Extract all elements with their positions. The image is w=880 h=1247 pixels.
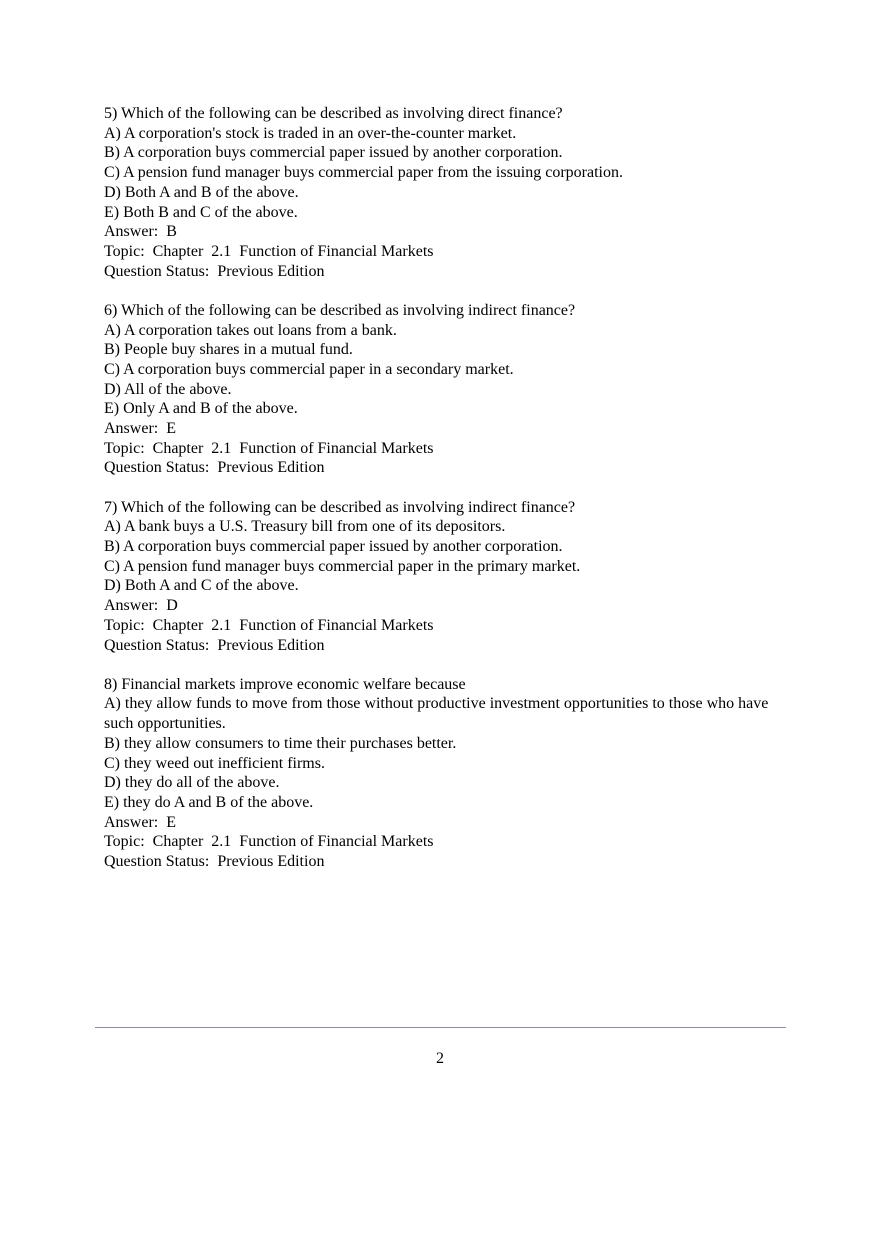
- question-7: [104, 498, 784, 656]
- topic-label: Topic: Chapter 2.1 Function of Financial Markets: [104, 616, 434, 634]
- answer-key: Answer: B: [104, 223, 177, 241]
- question-5: [104, 104, 784, 281]
- question-status: Question Status: Previous Edition: [104, 853, 325, 871]
- answer-option-d: D) Both A and B of the above.: [104, 183, 299, 201]
- answer-option-b: B) A corporation buys commercial paper issued by another corporation.: [104, 144, 563, 162]
- answer-option-e: E) Both B and C of the above.: [104, 203, 298, 221]
- question-status: Question Status: Previous Edition: [104, 636, 325, 654]
- answer-option-b: B) they allow consumers to time their purchases better.: [104, 734, 457, 752]
- question-status: Question Status: Previous Edition: [104, 459, 325, 477]
- question-stem: 5) Which of the following can be described as involving direct finance?: [104, 105, 563, 122]
- answer-key: Answer: E: [104, 420, 176, 438]
- answer-option-e: E) they do A and B of the above.: [104, 794, 314, 811]
- footer-divider: [95, 1027, 786, 1028]
- answer-option-a: A) A bank buys a U.S. Treasury bill from one of its depositors.: [104, 518, 506, 536]
- answer-option-d: D) All of the above.: [104, 380, 232, 398]
- answer-key: Answer: E: [104, 813, 176, 831]
- question-6: [104, 301, 784, 478]
- answer-option-a: A) they allow funds to move from those without productive investment opportunities to those who have such opportunities.: [104, 695, 769, 733]
- answer-key: Answer: D: [104, 597, 178, 615]
- answer-option-a: A) A corporation takes out loans from a bank.: [104, 321, 397, 339]
- answer-option-c: C) A corporation buys commercial paper in a secondary market.: [104, 360, 514, 378]
- question-stem: 7) Which of the following can be described as involving indirect finance?: [104, 498, 576, 516]
- answer-option-c: C) A pension fund manager buys commercial paper in the primary market.: [104, 557, 581, 575]
- answer-option-b: B) People buy shares in a mutual fund.: [104, 341, 353, 359]
- answer-option-b: B) A corporation buys commercial paper issued by another corporation.: [104, 538, 563, 556]
- answer-option-d: D) Both A and C of the above.: [104, 577, 299, 595]
- topic-label: Topic: Chapter 2.1 Function of Financial Markets: [104, 439, 434, 457]
- answer-option-c: C) A pension fund manager buys commercial paper from the issuing corporation.: [104, 164, 623, 182]
- question-stem: 6) Which of the following can be described as involving indirect finance?: [104, 301, 576, 319]
- answer-option-d: D) they do all of the above.: [104, 774, 280, 792]
- topic-label: Topic: Chapter 2.1 Function of Financial Markets: [104, 833, 434, 851]
- question-8: [104, 675, 784, 872]
- answer-option-e: E) Only A and B of the above.: [104, 400, 298, 418]
- question-stem: 8) Financial markets improve economic welfare because: [104, 675, 466, 693]
- topic-label: Topic: Chapter 2.1 Function of Financial Markets: [104, 242, 434, 260]
- question-status: Question Status: Previous Edition: [104, 262, 325, 280]
- answer-option-c: C) they weed out inefficient firms.: [104, 754, 325, 772]
- page-number: 2: [436, 1050, 444, 1067]
- answer-option-a: A) A corporation's stock is traded in an over-the-counter market.: [104, 124, 517, 142]
- question-list: [104, 104, 784, 891]
